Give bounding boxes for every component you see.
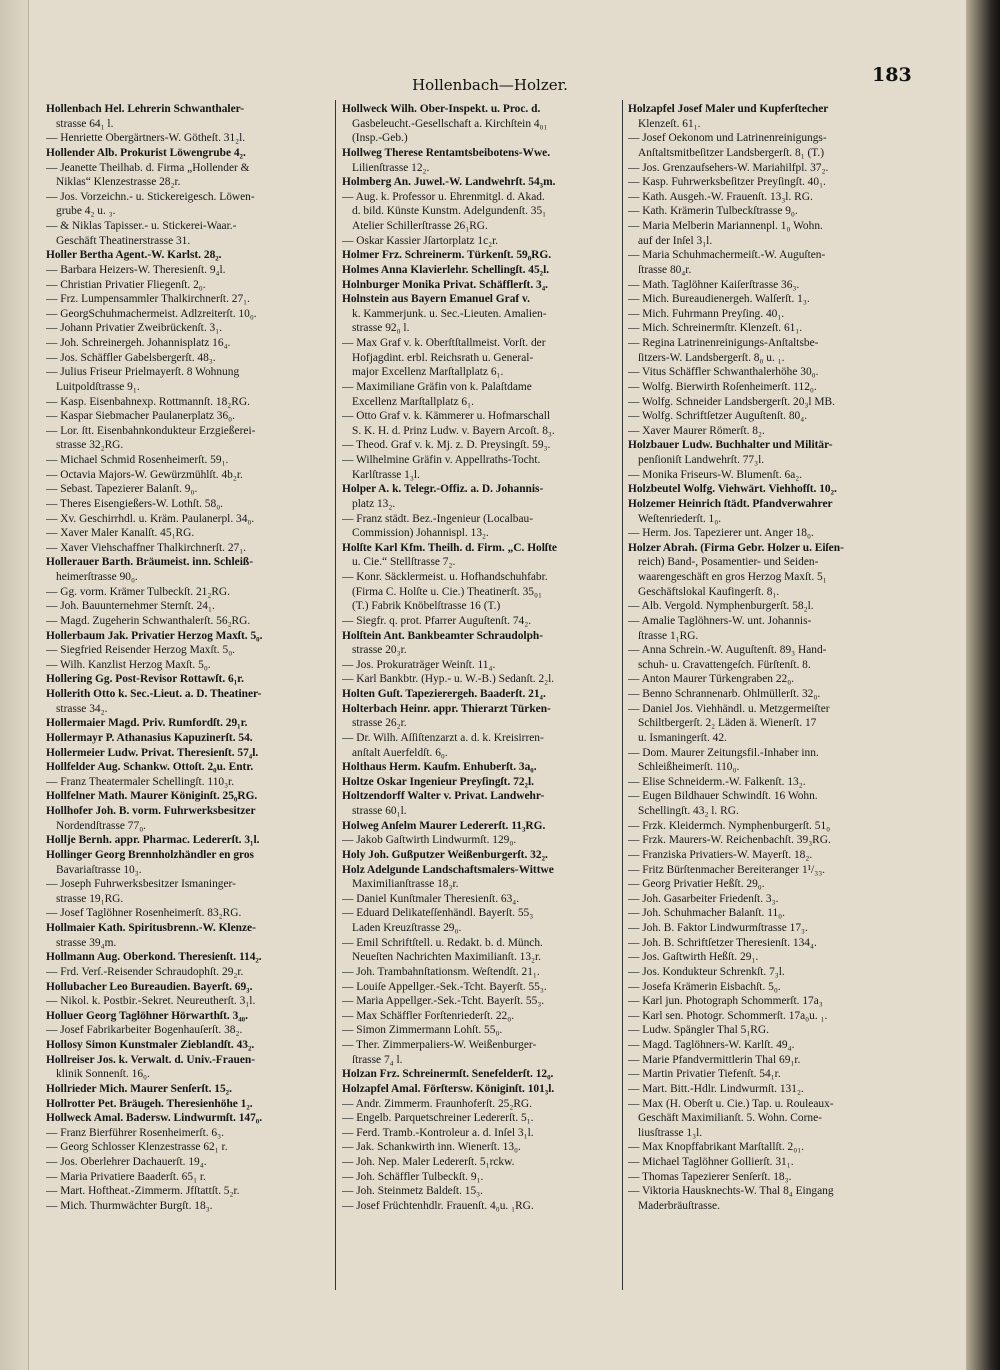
entry-line: — Theod. Graf v. k. Mj. z. D. Preysingſt. 59₃. bbox=[342, 439, 551, 452]
entry-line: — Joh. Schuhmacher Balanſt. 11₀. bbox=[628, 907, 785, 920]
entry-heading-line: Holweg Anſelm Maurer Ledererſt. 11₃RG. bbox=[342, 819, 546, 832]
entry-line: — Jos. Vorzeichn.- u. Stickereigesch. Löwen- bbox=[46, 190, 255, 203]
entry-line: — & Niklas Tapisser.- u. Stickerei-Waar.- bbox=[46, 220, 237, 232]
entry-line: — Daniel Kunſtmaler Theresienſt. 63₄. bbox=[342, 892, 520, 905]
entry-continuation-line: waarengeschäft en gros Herzog Maxſt. 5₁ bbox=[638, 571, 827, 583]
entry-heading-line: Hollubacher Leo Bureaudien. Bayerſt. 69₃. bbox=[46, 980, 253, 993]
entry-heading-line: Holten Guſt. Tapezierergeh. Baaderſt. 21₄. bbox=[342, 688, 546, 700]
entry-heading-line: Hollerauer Barth. Bräumeist. inn. Schleiß- bbox=[46, 556, 254, 569]
entry-heading-line: Hollrotter Pet. Bräugeh. Theresienhöhe 1₂. bbox=[46, 1097, 253, 1110]
entry-line: — Jos. Oberlehrer Dachauerſt. 19₄. bbox=[46, 1156, 207, 1168]
entry-continuation-line: grube 4₂ u. ₃. bbox=[56, 205, 116, 218]
entry-heading-line: Holnstein aus Bayern Emanuel Graf v. bbox=[342, 293, 530, 306]
entry-continuation-line: Niklas“ Klenzestrasse 28₂r. bbox=[56, 176, 181, 189]
entry-heading-line: Holnburger Monika Privat. Schäfflerſt. 3₄. bbox=[342, 278, 549, 291]
entry-line: — Franz Theatermaler Schellingſt. 110₃r. bbox=[46, 775, 235, 788]
entry-continuation-line: schuh- u. Cravattengeſch. Fürſtenſt. 8. bbox=[638, 658, 811, 671]
entry-line: — Viktoria Hausknechts-W. Thal 8₄ Eingang bbox=[628, 1185, 834, 1198]
entry-line: — Max Schäffler Forſtenriederſt. 22₀. bbox=[342, 1009, 515, 1022]
entry-line: — Gg. vorm. Krämer Tulbeckſt. 21₂RG. bbox=[46, 585, 230, 598]
entry-line: — Magd. Taglöhners-W. Karlſt. 49₄. bbox=[628, 1039, 795, 1051]
entry-line: — Octavia Majors-W. Gewürzmühlſt. 4b₂r. bbox=[46, 468, 243, 481]
entry-continuation-line: reich) Band-, Posamentier- und Seiden- bbox=[638, 556, 819, 569]
entry-continuation-line: platz 13₂. bbox=[352, 497, 396, 510]
entry-heading-line: Holmes Anna Klavierlehr. Schellingſt. 45₂l. bbox=[342, 263, 550, 276]
entry-line: — Mich. Schreinermſtr. Klenzeſt. 61₁. bbox=[628, 322, 803, 335]
entry-heading-line: Holterbach Heinr. appr. Thierarzt Türken- bbox=[342, 702, 551, 715]
entry-heading-line: Holſte Karl Kfm. Theilh. d. Firm. „C. Holſte bbox=[342, 541, 557, 554]
entry-heading-line: Hollerith Otto k. Sec.-Lieut. a. D. Theatiner- bbox=[46, 688, 262, 700]
entry-line: — Xaver Maurer Römerſt. 8₂. bbox=[628, 424, 765, 437]
entry-line: — Michael Schmid Rosenheimerſt. 59₁. bbox=[46, 454, 229, 466]
entry-line: — Jos. Grenzaufsehers-W. Mariahilfpl. 37₂. bbox=[628, 161, 829, 174]
book-binding bbox=[966, 0, 1000, 1370]
entry-line: — Alb. Vergold. Nymphenburgerſt. 58₂l. bbox=[628, 600, 814, 613]
column-2 bbox=[342, 102, 627, 1214]
entry-continuation-line: Hofjagdint. erbl. Reichsrath u. General- bbox=[352, 351, 534, 364]
entry-line: — Max Knopffabrikant Marſtallſt. 2₀₁. bbox=[628, 1141, 805, 1154]
entry-line: — Christian Privatier Fliegenſt. 2₀. bbox=[46, 278, 206, 291]
entry-line: — Siegfried Reisender Herzog Maxſt. 5₀. bbox=[46, 644, 236, 657]
entry-heading-line: Hollhofer Joh. B. vorm. Fuhrwerksbesitzer bbox=[46, 805, 256, 817]
entry-heading-line: Hollering Gg. Post-Revisor Rottawſt. 6₁r. bbox=[46, 673, 244, 686]
entry-heading-line: Holzapfel Amal. Förſtersw. Königinſt. 101₃l. bbox=[342, 1082, 555, 1095]
entry-line: — Magd. Zugeherin Schwanthalerſt. 56₂RG. bbox=[46, 614, 251, 627]
entry-heading-line: Holtzendorff Walter v. Privat. Landwehr- bbox=[342, 790, 545, 803]
entry-line: — Eduard Delikateſſenhändl. Bayerſt. 55₃ bbox=[342, 907, 534, 920]
entry-line: — Joh. Gasarbeiter Friedenſt. 3₃. bbox=[628, 892, 779, 905]
entry-line: — Joh. Nep. Maler Ledererſt. 5₁rckw. bbox=[342, 1156, 515, 1168]
entry-line: — Ther. Zimmerpaliers-W. Weißenburger- bbox=[342, 1039, 537, 1051]
entry-line: — Joh. Bauunternehmer Sternſt. 24₁. bbox=[46, 600, 215, 613]
entry-line: — Max Graf v. k. Oberſtſtallmeist. Vorſt. der bbox=[342, 337, 546, 349]
entry-line: — Amalie Taglöhners-W. unt. Johannis- bbox=[628, 614, 812, 627]
entry-heading-line: Hollmann Aug. Oberkond. Theresienſt. 114₂. bbox=[46, 951, 262, 964]
entry-line: — Mart. Bitt.-Hdlr. Lindwurmſt. 131₂. bbox=[628, 1082, 804, 1095]
entry-continuation-line: u. Ismaningerſt. 42. bbox=[638, 731, 727, 744]
entry-continuation-line: Geschäftslokal Kaufingerſt. 8₁. bbox=[638, 585, 780, 598]
entry-continuation-line: Laden Kreuzſtrasse 29₀. bbox=[352, 922, 462, 934]
entry-heading-line: Holſtein Ant. Bankbeamter Schraudolph- bbox=[342, 629, 544, 642]
entry-line: — Jak. Schankwirth inn. Wienerſt. 13₀. bbox=[342, 1141, 521, 1154]
entry-continuation-line: strasse 34₂. bbox=[56, 702, 108, 715]
entry-line: — Emil Schriftſtell. u. Redakt. b. d. Münch. bbox=[342, 936, 543, 949]
entry-continuation-line: penſioniſt Landwehrſt. 77₃l. bbox=[638, 454, 765, 466]
entry-line: — Jeanette Theilhab. d. Firma „Hollender & bbox=[46, 161, 250, 174]
entry-heading-line: Hollosy Simon Kunstmaler Zieblandſt. 43₂. bbox=[46, 1039, 255, 1051]
entry-heading-line: Hollermayr P. Athanasius Kapuzinerſt. 54. bbox=[46, 731, 253, 744]
entry-line: — Martin Privatier Tiefenſt. 54₁r. bbox=[628, 1068, 781, 1081]
entry-continuation-line: u. Cie.“ Stellſtrasse 7₂. bbox=[352, 556, 456, 569]
entry-line: — Josefa Krämerin Eisbachſt. 5₀. bbox=[628, 980, 781, 993]
entry-continuation-line: Nordendſtrasse 77₀. bbox=[56, 819, 147, 832]
entry-heading-line: Holper A. k. Telegr.-Offiz. a. D. Johannis- bbox=[342, 483, 544, 496]
entry-continuation-line: Maderbräuſtrasse. bbox=[638, 1199, 720, 1212]
entry-line: — Franz Bierführer Rosenheimerſt. 6₃. bbox=[46, 1126, 224, 1139]
entry-continuation-line: Karlſtrasse 1₃l. bbox=[352, 468, 420, 481]
running-head: Hollenbach—Holzer. bbox=[412, 76, 568, 94]
entry-line: — Xv. Geschirrhdl. u. Kräm. Paulanerpl. 34₀. bbox=[46, 512, 255, 525]
entry-continuation-line: (Insp.-Geb.) bbox=[352, 132, 408, 145]
entry-continuation-line: S. K. H. d. Prinz Ludw. v. Bayern Arcoſt. 8₃. bbox=[352, 424, 555, 437]
entry-line: — Anton Maurer Türkengraben 22₀. bbox=[628, 673, 795, 686]
entry-line: — Fritz Bürſtenmacher Bereiteranger 1¹/₃₃. bbox=[628, 863, 826, 876]
entry-continuation-line: ſtrasse 7₄ l. bbox=[352, 1053, 403, 1066]
entry-continuation-line: auf der Inſel 3₁l. bbox=[638, 234, 713, 247]
entry-heading-line: Hollfelner Math. Maurer Königinſt. 25₀RG. bbox=[46, 790, 258, 803]
entry-continuation-line: Geschäft Maximilianſt. 5. Wohn. Corne- bbox=[638, 1112, 822, 1125]
entry-continuation-line: ſitzers-W. Landsbergerſt. 8₀ u. ₁. bbox=[638, 351, 785, 364]
entry-heading-line: Hollje Bernh. appr. Pharmac. Ledererſt. 3₁l. bbox=[46, 834, 260, 847]
entry-continuation-line: Atelier Schillerſtrasse 26₁RG. bbox=[352, 220, 488, 232]
entry-continuation-line: Excellenz Marſtallplatz 6₁. bbox=[352, 395, 474, 408]
entry-heading-line: Hollweck Amal. Badersw. Lindwurmſt. 147₀. bbox=[46, 1112, 263, 1125]
entry-heading-line: Hollreiser Jos. k. Verwalt. d. Univ.-Frauen- bbox=[46, 1053, 256, 1066]
entry-continuation-line: Neueſten Nachrichten Maximilianſt. 13₂r. bbox=[352, 951, 542, 964]
entry-line: — Max (H. Oberſt u. Cie.) Tap. u. Rouleaux- bbox=[628, 1097, 834, 1110]
entry-line: — Marie Pfandvermittlerin Thal 69₁r. bbox=[628, 1053, 801, 1066]
entry-line: — Kaspar Siebmacher Paulanerplatz 36₀. bbox=[46, 410, 236, 423]
entry-line: — Xaver Maler Kanalſt. 45₁RG. bbox=[46, 527, 195, 540]
entry-line: — Joh. Schäffler Tulbeckſt. 9₁. bbox=[342, 1170, 484, 1183]
entry-line: — Mart. Hoftheat.-Zimmerm. Jfſtattſt. 5₂r. bbox=[46, 1185, 240, 1198]
entry-heading-line: Holtze Oskar Ingenieur Preyſingſt. 72₂l. bbox=[342, 775, 534, 788]
entry-line: — Michael Taglöhner Gollierſt. 31₁. bbox=[628, 1156, 794, 1168]
entry-line: — Joseph Fuhrwerksbesitzer Ismaninger- bbox=[46, 878, 236, 891]
entry-continuation-line: strasse 92₀ l. bbox=[352, 322, 410, 335]
entry-continuation-line: anſtalt Auerfeldſt. 6₀. bbox=[352, 746, 448, 759]
entry-line: — Ferd. Tramb.-Kontroleur a. d. Inſel 3₁l. bbox=[342, 1126, 534, 1139]
entry-line: — Monika Friseurs-W. Blumenſt. 6a₂. bbox=[628, 468, 803, 481]
entry-line: — Andr. Zimmerm. Fraunhoferſt. 25₂RG. bbox=[342, 1097, 532, 1110]
entry-line: — Mich. Thurmwächter Burgſt. 18₃. bbox=[46, 1199, 213, 1212]
entry-line: — Maria Melberin Mariannenpl. 1₀ Wohn. bbox=[628, 220, 823, 232]
entry-heading-line: Holthaus Herm. Kaufm. Enhuberſt. 3a₀. bbox=[342, 761, 537, 774]
entry-heading-line: Holz Adelgunde Landschaftsmalers-Wittwe bbox=[342, 863, 554, 876]
entry-line: — Jos. Kondukteur Schrenkſt. 7₃l. bbox=[628, 965, 785, 978]
entry-continuation-line: Weſtenriederſt. 1₀. bbox=[638, 512, 722, 525]
entry-line: — Siegfr. q. prot. Pfarrer Auguſtenſt. 74₂. bbox=[342, 614, 532, 627]
entry-line: — Jos. Gaſtwirth Heßſt. 29₁. bbox=[628, 951, 759, 964]
entry-line: — Simon Zimmermann Lohſt. 55₀. bbox=[342, 1024, 503, 1037]
entry-line: — Frzk. Kleidermch. Nymphenburgerſt. 51₀ bbox=[628, 819, 831, 832]
entry-heading-line: Holy Joh. Gußputzer Weißenburgerſt. 32₂. bbox=[342, 848, 548, 861]
entry-continuation-line: ſtrasse 1₁RG. bbox=[638, 629, 699, 642]
entry-continuation-line: major Excellenz Marſtallplatz 6₁. bbox=[352, 366, 504, 379]
entry-line: — Daniel Jos. Viehhändl. u. Metzgermeiſter bbox=[628, 702, 830, 715]
entry-line: — Josef Oekonom und Latrinenreinigungs- bbox=[628, 132, 827, 145]
entry-line: — Wilhelmine Gräfin v. Appellraths-Tocht. bbox=[342, 454, 541, 466]
entry-continuation-line: Lilienſtrasse 12₂. bbox=[352, 161, 430, 174]
entry-line: — Maximiliane Gräfin von k. Palaſtdame bbox=[342, 380, 532, 393]
entry-line: — Frzk. Maurers-W. Reichenbachſt. 39₃RG. bbox=[628, 834, 831, 847]
entry-continuation-line: klinik Sonnenſt. 16₀. bbox=[56, 1068, 150, 1081]
entry-continuation-line: strasse 20₃r. bbox=[352, 644, 407, 657]
entry-line: — Xaver Viehschaffner Thalkirchnerſt. 27₁. bbox=[46, 541, 247, 554]
entry-continuation-line: d. bild. Künste Kunstm. Adelgundenſt. 35₁ bbox=[352, 205, 547, 218]
entry-line: — Thomas Tapezierer Senſerſt. 18₃. bbox=[628, 1170, 792, 1183]
entry-continuation-line: (Firma C. Holſte u. Cie.) Theatinerſt. 35₀₁ bbox=[352, 585, 542, 598]
entry-heading-line: Hollweck Wilh. Ober-Inspekt. u. Proc. d. bbox=[342, 103, 541, 115]
entry-line: — Julius Friseur Prielmayerſt. 8 Wohnung bbox=[46, 366, 240, 379]
entry-line: — Engelb. Parquetschreiner Ledererſt. 5₁. bbox=[342, 1112, 534, 1125]
entry-line: — Benno Schrannenarb. Ohlmüllerſt. 32₀. bbox=[628, 688, 821, 700]
entry-line: — Joh. B. Schriftſetzer Theresienſt. 134₄. bbox=[628, 936, 817, 949]
entry-line: — Georg Privatier Heßſt. 29₀. bbox=[628, 878, 765, 891]
entry-continuation-line: strasse 39₄m. bbox=[56, 936, 117, 949]
entry-heading-line: Hollenbach Hel. Lehrerin Schwanthaler- bbox=[46, 103, 245, 115]
entry-line: — Regina Latrinenreinigungs-Anſtaltsbe- bbox=[628, 337, 819, 349]
entry-line: — Kasp. Fuhrwerksbeſitzer Preyſingſt. 40₁. bbox=[628, 176, 826, 189]
entry-line: — Sebast. Tapezierer Balanſt. 9₀. bbox=[46, 483, 198, 496]
entry-line: — Dom. Maurer Zeitungsfil.-Inhaber inn. bbox=[628, 746, 819, 759]
entry-line: — Mich. Bureaudienergeh. Walſerſt. 1₃. bbox=[628, 293, 810, 306]
entry-line: — Karl sen. Photogr. Schommerſt. 17a₀u. ₁. bbox=[628, 1009, 828, 1022]
entry-heading-line: Hollmaier Kath. Spiritusbrenn.-W. Klenze- bbox=[46, 922, 256, 934]
entry-line: — Wilh. Kanzlist Herzog Maxſt. 5₀. bbox=[46, 658, 211, 671]
entry-line: — Kath. Ausgeh.-W. Frauenſt. 13₃l. RG. bbox=[628, 190, 813, 203]
entry-line: — Karl jun. Photograph Schommerſt. 17a₃ bbox=[628, 995, 823, 1008]
entry-continuation-line: strasse 26₂r. bbox=[352, 717, 407, 730]
entry-heading-line: Holzbauer Ludw. Buchhalter und Militär- bbox=[628, 439, 833, 452]
column-rule bbox=[335, 100, 336, 1290]
entry-heading-line: Hollfelder Aug. Schankw. Ottoſt. 2₀u. Entr. bbox=[46, 761, 254, 774]
entry-line: — Wolfg. Schriftſetzer Auguſtenſt. 80₄. bbox=[628, 410, 808, 423]
entry-line: — Theres Eisengießers-W. Lothſt. 58₀. bbox=[46, 497, 224, 510]
entry-heading-line: Hollerbaum Jak. Privatier Herzog Maxſt. 5₀. bbox=[46, 629, 263, 642]
entry-continuation-line: Anſtaltsmitbeſitzer Landsbergerſt. 8₁ (T.) bbox=[638, 146, 825, 159]
entry-line: — Otto Graf v. k. Kämmerer u. Hofmarschall bbox=[342, 410, 551, 423]
entry-line: — Wolfg. Schneider Landsbergerſt. 20₃l MB. bbox=[628, 395, 835, 408]
entry-line: — Anna Schrein.-W. Auguſtenſt. 89₃ Hand- bbox=[628, 644, 827, 657]
entry-line: — Oskar Kassier Jſartorplatz 1c₂r. bbox=[342, 234, 499, 247]
entry-line: — Georg Schlosser Klenzestrasse 62₁ r. bbox=[46, 1141, 228, 1154]
entry-line: — Joh. Steinmetz Baldeſt. 15₃. bbox=[342, 1185, 483, 1198]
entry-heading-line: Hollweg Therese Rentamtsbeibotens-Wwe. bbox=[342, 146, 551, 159]
entry-line: — Josef Fabrikarbeiter Bogenhauſerſt. 38₂. bbox=[46, 1024, 243, 1037]
entry-continuation-line: Klenzeſt. 61₁. bbox=[638, 117, 701, 130]
entry-heading-line: Hollrieder Mich. Maurer Senſerſt. 15₂. bbox=[46, 1082, 232, 1095]
entry-heading-line: Holzan Frz. Schreinermſt. Senefelderſt. 12₀. bbox=[342, 1068, 554, 1081]
entry-heading-line: Hollender Alb. Prokurist Löwengrube 4₂. bbox=[46, 146, 246, 159]
entry-continuation-line: Bavariaſtrasse 10₃. bbox=[56, 863, 142, 876]
entry-heading-line: Holmer Frz. Schreinerm. Türkenſt. 59₀RG. bbox=[342, 249, 552, 262]
entry-continuation-line: ſtrasse 80₄r. bbox=[638, 263, 692, 276]
entry-line: — Mich. Fuhrmann Preyſing. 40₁. bbox=[628, 307, 785, 320]
entry-heading-line: Hollinger Georg Brennholzhändler en gros bbox=[46, 848, 254, 861]
entry-continuation-line: k. Kammerjunk. u. Sec.-Lieuten. Amalien- bbox=[352, 307, 547, 320]
entry-continuation-line: Gasbeleucht.-Gesellschaft a. Kirchſtein 4₀₁ bbox=[352, 117, 548, 130]
entry-line: — Kasp. Eisenbahnexp. Rottmannſt. 18₂RG. bbox=[46, 395, 250, 408]
entry-continuation-line: Maximilianſtrasse 18₃r. bbox=[352, 878, 459, 891]
entry-line: — Josef Früchtenhdlr. Frauenſt. 4₀u. ₁RG. bbox=[342, 1199, 534, 1212]
entry-line: — Vitus Schäffler Schwanthalerhöhe 30₀. bbox=[628, 366, 819, 379]
entry-continuation-line: liusſtrasse 1₃l. bbox=[638, 1126, 703, 1139]
entry-line: — Lor. ſtt. Eisenbahnkondukteur Erzgießerei- bbox=[46, 424, 256, 437]
entry-line: — Eugen Bildhauer Schwindſt. 16 Wohn. bbox=[628, 790, 818, 803]
entry-line: — Josef Taglöhner Rosenheimerſt. 83₂RG. bbox=[46, 907, 242, 920]
entry-continuation-line: Schiltbergerſt. 2₂ Läden ä. Wienerſt. 17 bbox=[638, 717, 817, 730]
entry-continuation-line: strasse 19₁RG. bbox=[56, 892, 124, 905]
entry-heading-line: Holler Bertha Agent.-W. Karlst. 28₂. bbox=[46, 249, 222, 262]
entry-line: — Herm. Jos. Tapezierer unt. Anger 18₀. bbox=[628, 527, 814, 540]
entry-line: — Nikol. k. Postbir.-Sekret. Neureutherſt. 3₁l. bbox=[46, 995, 256, 1008]
entry-line: — Jos. Prokuraträger Weinſt. 11₄. bbox=[342, 658, 496, 671]
entry-line: — Frz. Lumpensammler Thalkirchnerſt. 27₁. bbox=[46, 293, 250, 306]
entry-line: — Maria Appellger.-Sek.-Tcht. Bayerſt. 55₃. bbox=[342, 995, 545, 1008]
column-1 bbox=[46, 102, 331, 1214]
entry-line: — Math. Taglöhner Kaiſerſtrasse 36₃. bbox=[628, 278, 800, 291]
entry-continuation-line: Schellingſt. 43₂ l. RG. bbox=[638, 805, 739, 817]
entry-line: — Jos. Schäffler Gabelsbergerſt. 48₃. bbox=[46, 351, 216, 364]
entry-continuation-line: Schleißheimerſt. 110₀. bbox=[638, 761, 740, 774]
entry-line: — Kath. Krämerin Tulbeckſtrasse 9₀. bbox=[628, 205, 798, 218]
entry-line: — Aug. k. Professor u. Ehrenmitgl. d. Akad. bbox=[342, 190, 545, 203]
entry-line: — Franz städt. Bez.-Ingenieur (Localbau- bbox=[342, 512, 534, 525]
entry-continuation-line: heimerſtrasse 90₀. bbox=[56, 571, 138, 583]
entry-heading-line: Holluer Georg Taglöhner Hörwarthſt. 3₄₀. bbox=[46, 1009, 248, 1022]
entry-line: — Wolfg. Bierwirth Roſenheimerſt. 112₀. bbox=[628, 380, 817, 393]
entry-line: — Barbara Heizers-W. Theresienſt. 9₄l. bbox=[46, 263, 226, 276]
entry-line: — Louiſe Appellger.-Sek.-Tcht. Bayerſt. 55₃. bbox=[342, 980, 547, 993]
entry-line: — Frd. Verſ.-Reisender Schraudophſt. 29₂r. bbox=[46, 965, 244, 978]
entry-line: — Henriette Obergärtners-W. Götheſt. 31₂l. bbox=[46, 132, 246, 145]
entry-heading-line: Hollermeier Ludw. Privat. Theresienſt. 57₄l. bbox=[46, 746, 259, 759]
entry-heading-line: Holzbeutel Wolfg. Viehwärt. Viehhofſt. 10₂. bbox=[628, 483, 837, 496]
entry-continuation-line: Commission) Johannispl. 13₂. bbox=[352, 527, 489, 540]
entry-line: — Konr. Säcklermeist. u. Hofhandschuhfabr. bbox=[342, 571, 548, 583]
entry-continuation-line: strasse 64₁ l. bbox=[56, 117, 114, 130]
entry-line: — Joh. Trambahnſtationsm. Weſtendſt. 21₁. bbox=[342, 965, 540, 978]
entry-line: — Karl Bankbtr. (Hyp.- u. W.-B.) Sedanſt. 2₂l. bbox=[342, 673, 555, 686]
entry-line: — Johann Privatier Zweibrückenſt. 3₁. bbox=[46, 322, 223, 335]
entry-line: — Maria Privatiere Baaderſt. 65₁ r. bbox=[46, 1170, 206, 1183]
entry-continuation-line: Luitpoldſtrasse 9₁. bbox=[56, 380, 140, 393]
entry-continuation-line: strasse 60₁l. bbox=[352, 805, 407, 817]
entry-heading-line: Holzemer Heinrich ſtädt. Pfandverwahrer bbox=[628, 497, 833, 510]
entry-line: — Franziska Privatiers-W. Mayerſt. 18₂. bbox=[628, 848, 813, 861]
page-number: 183 bbox=[872, 64, 912, 86]
entry-line: — GeorgSchuhmachermeist. Adlzreiterſt. 10₀. bbox=[46, 307, 257, 320]
entry-heading-line: Holzapfel Josef Maler und Kupferſtecher bbox=[628, 103, 829, 115]
entry-continuation-line: Geschäft Theatinerstrasse 31. bbox=[56, 234, 191, 247]
facing-page-edge bbox=[0, 0, 29, 1370]
entry-line: — Elise Schneiderm.-W. Falkenſt. 13₂. bbox=[628, 775, 806, 788]
entry-heading-line: Holzer Abrah. (Firma Gebr. Holzer u. Eiſen- bbox=[628, 541, 844, 554]
entry-continuation-line: strasse 32₂RG. bbox=[56, 439, 124, 452]
entry-line: — Ludw. Spängler Thal 5₁RG. bbox=[628, 1024, 769, 1037]
entry-line: — Maria Schuhmachermeiſt.-W. Auguſten- bbox=[628, 249, 826, 262]
entry-heading-line: Hollermaier Magd. Priv. Rumfordſt. 29₁r. bbox=[46, 717, 248, 730]
entry-heading-line: Holmberg An. Juwel.-W. Landwehrſt. 54₃m. bbox=[342, 176, 556, 189]
entry-continuation-line: (T.) Fabrik Knöbelſtrasse 16 (T.) bbox=[352, 600, 501, 613]
column-3 bbox=[628, 102, 918, 1214]
entry-line: — Joh. Schreinergeh. Johannisplatz 16₄. bbox=[46, 337, 231, 349]
entry-line: — Joh. B. Faktor Lindwurmſtrasse 17₃. bbox=[628, 922, 808, 934]
entry-line: — Jakob Gaſtwirth Lindwurmſt. 129₀. bbox=[342, 834, 517, 847]
entry-line: — Dr. Wilh. Aſſiſtenzarzt a. d. k. Kreisirren- bbox=[342, 731, 544, 744]
